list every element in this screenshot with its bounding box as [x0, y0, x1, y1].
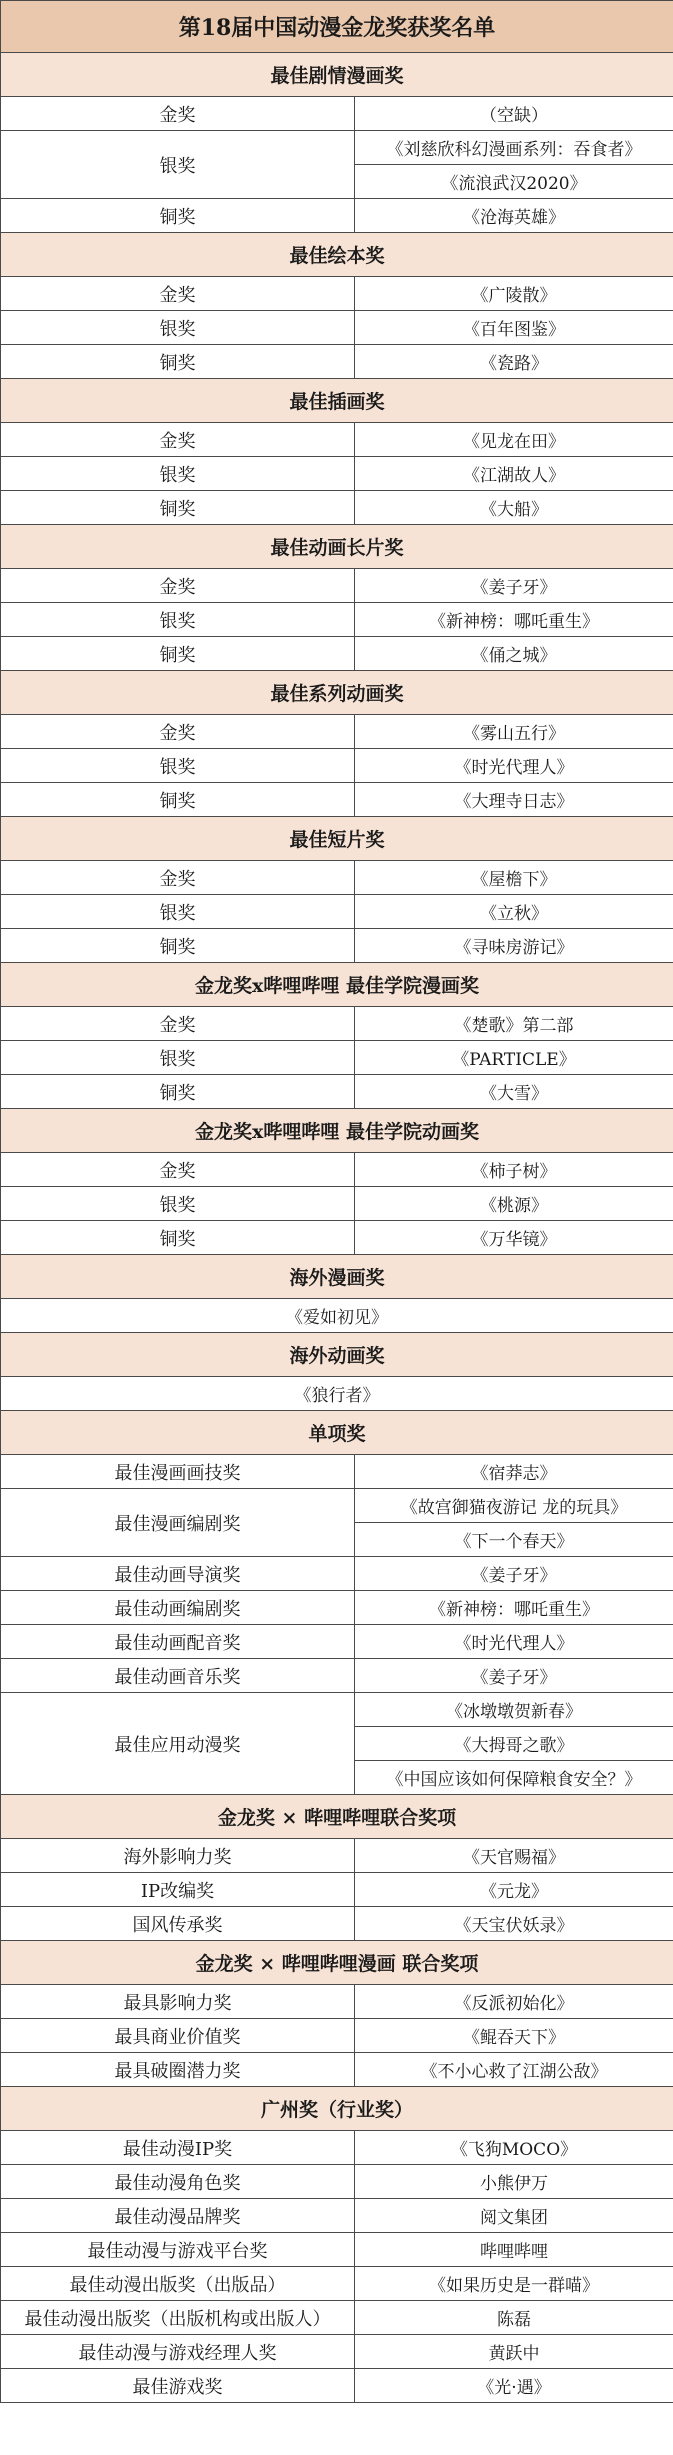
award-winner: 《反派初始化》 — [355, 1985, 673, 2019]
award-category-label: 银奖 — [1, 749, 355, 783]
award-winner: 《万华镜》 — [355, 1221, 673, 1255]
award-row — [1, 1377, 673, 1411]
section-heading: 金龙奖x哔哩哔哩 最佳学院动画奖 — [1, 1109, 673, 1153]
section-header-row — [1, 1333, 673, 1377]
award-row — [1, 1873, 673, 1907]
award-row — [1, 1187, 673, 1221]
award-winner: 《故宫御猫夜游记 龙的玩具》 — [355, 1489, 673, 1523]
section-heading: 金龙奖x哔哩哔哩 最佳学院漫画奖 — [1, 963, 673, 1007]
award-row — [1, 637, 673, 671]
award-winner: 《流浪武汉2020》 — [355, 165, 673, 199]
award-winner: 《新神榜：哪吒重生》 — [355, 603, 673, 637]
award-row — [1, 603, 673, 637]
award-row — [1, 929, 673, 963]
page-title: 第18届中国动漫金龙奖获奖名单 — [1, 1, 673, 53]
award-category-label: 最佳应用动漫奖 — [1, 1693, 355, 1795]
award-row — [1, 1985, 673, 2019]
award-category-label: 最佳动漫出版奖（出版机构或出版人） — [1, 2301, 355, 2335]
section-header-row — [1, 233, 673, 277]
award-winner: 《姜子牙》 — [355, 569, 673, 603]
award-category-label: 银奖 — [1, 311, 355, 345]
award-category-label: 金奖 — [1, 569, 355, 603]
section-heading: 海外漫画奖 — [1, 1255, 673, 1299]
award-category-label: 最具商业价值奖 — [1, 2019, 355, 2053]
award-winner: 《大雪》 — [355, 1075, 673, 1109]
award-category-label: 最佳动漫IP奖 — [1, 2131, 355, 2165]
award-category-label: 最佳动画编剧奖 — [1, 1591, 355, 1625]
award-category-label: 铜奖 — [1, 1075, 355, 1109]
award-winner: 《宿莽志》 — [355, 1455, 673, 1489]
section-heading: 最佳剧情漫画奖 — [1, 53, 673, 97]
award-category-label: 铜奖 — [1, 345, 355, 379]
award-row — [1, 861, 673, 895]
award-winner: 《大船》 — [355, 491, 673, 525]
section-header-row — [1, 2087, 673, 2131]
award-winner: 《大理寺日志》 — [355, 783, 673, 817]
award-row — [1, 131, 673, 165]
award-category-label: 最具破圈潜力奖 — [1, 2053, 355, 2087]
award-winner: 《雾山五行》 — [355, 715, 673, 749]
award-row — [1, 1659, 673, 1693]
award-category-label: 最佳动漫出版奖（出版品） — [1, 2267, 355, 2301]
section-header-row — [1, 1941, 673, 1985]
award-winner: 小熊伊万 — [355, 2165, 673, 2199]
title-row — [1, 1, 673, 53]
section-header-row — [1, 379, 673, 423]
award-row — [1, 2267, 673, 2301]
section-header-row — [1, 817, 673, 861]
award-row — [1, 1007, 673, 1041]
award-category-label: 金奖 — [1, 1007, 355, 1041]
award-row — [1, 1489, 673, 1523]
award-category-label: 国风传承奖 — [1, 1907, 355, 1941]
award-category-label: 最佳动漫与游戏经理人奖 — [1, 2335, 355, 2369]
award-row — [1, 783, 673, 817]
award-row — [1, 2369, 673, 2403]
award-winner: 阅文集团 — [355, 2199, 673, 2233]
award-row — [1, 2019, 673, 2053]
award-winner: 黄跃中 — [355, 2335, 673, 2369]
award-row — [1, 491, 673, 525]
award-winner: 《天官赐福》 — [355, 1839, 673, 1873]
award-row — [1, 569, 673, 603]
award-winner: 《爱如初见》 — [1, 1299, 673, 1333]
award-row — [1, 895, 673, 929]
award-category-label: 金奖 — [1, 97, 355, 131]
award-category-label: 海外影响力奖 — [1, 1839, 355, 1873]
award-row — [1, 1455, 673, 1489]
award-winner: 《PARTICLE》 — [355, 1041, 673, 1075]
award-winner: 《狼行者》 — [1, 1377, 673, 1411]
award-row — [1, 345, 673, 379]
award-category-label: IP改编奖 — [1, 1873, 355, 1907]
award-row — [1, 1591, 673, 1625]
award-category-label: 最佳动画配音奖 — [1, 1625, 355, 1659]
award-category-label: 最佳动漫角色奖 — [1, 2165, 355, 2199]
section-heading: 金龙奖 × 哔哩哔哩联合奖项 — [1, 1795, 673, 1839]
award-row — [1, 1153, 673, 1187]
award-winner: 《光·遇》 — [355, 2369, 673, 2403]
section-header-row — [1, 1411, 673, 1455]
award-winner: 《飞狗MOCO》 — [355, 2131, 673, 2165]
award-winner: 《元龙》 — [355, 1873, 673, 1907]
section-heading: 广州奖（行业奖） — [1, 2087, 673, 2131]
section-header-row — [1, 53, 673, 97]
award-row — [1, 311, 673, 345]
award-winner: 《大拇哥之歌》 — [355, 1727, 673, 1761]
award-winner: 《时光代理人》 — [355, 1625, 673, 1659]
award-category-label: 银奖 — [1, 131, 355, 199]
award-row — [1, 423, 673, 457]
award-winner: 《如果历史是一群喵》 — [355, 2267, 673, 2301]
award-winner: 《楚歌》第二部 — [355, 1007, 673, 1041]
award-winner: 《新神榜：哪吒重生》 — [355, 1591, 673, 1625]
award-winner: 《百年图鉴》 — [355, 311, 673, 345]
award-winner: 《江湖故人》 — [355, 457, 673, 491]
award-row — [1, 1839, 673, 1873]
award-category-label: 铜奖 — [1, 637, 355, 671]
section-heading: 最佳动画长片奖 — [1, 525, 673, 569]
award-winner: 《天宝伏妖录》 — [355, 1907, 673, 1941]
award-category-label: 铜奖 — [1, 1221, 355, 1255]
award-row — [1, 1625, 673, 1659]
award-row — [1, 2053, 673, 2087]
award-row — [1, 97, 673, 131]
award-category-label: 最佳动漫品牌奖 — [1, 2199, 355, 2233]
award-winner: 《姜子牙》 — [355, 1659, 673, 1693]
award-winner: 《鲲吞天下》 — [355, 2019, 673, 2053]
award-category-label: 最佳动画音乐奖 — [1, 1659, 355, 1693]
award-category-label: 铜奖 — [1, 199, 355, 233]
award-row — [1, 1221, 673, 1255]
award-winner: 《冰墩墩贺新春》 — [355, 1693, 673, 1727]
award-winner: 《俑之城》 — [355, 637, 673, 671]
award-category-label: 最具影响力奖 — [1, 1985, 355, 2019]
award-table-body — [1, 1, 673, 2403]
award-winner: 《时光代理人》 — [355, 749, 673, 783]
award-row — [1, 457, 673, 491]
section-heading: 最佳系列动画奖 — [1, 671, 673, 715]
award-winner: 《立秋》 — [355, 895, 673, 929]
section-header-row — [1, 1255, 673, 1299]
award-category-label: 银奖 — [1, 1041, 355, 1075]
award-row — [1, 2131, 673, 2165]
section-header-row — [1, 963, 673, 1007]
award-winner: 《不小心救了江湖公敌》 — [355, 2053, 673, 2087]
award-category-label: 最佳动漫与游戏平台奖 — [1, 2233, 355, 2267]
award-row — [1, 1075, 673, 1109]
section-heading: 最佳插画奖 — [1, 379, 673, 423]
award-category-label: 铜奖 — [1, 783, 355, 817]
award-category-label: 最佳漫画编剧奖 — [1, 1489, 355, 1557]
section-heading: 最佳绘本奖 — [1, 233, 673, 277]
award-category-label: 最佳漫画画技奖 — [1, 1455, 355, 1489]
award-row — [1, 1299, 673, 1333]
award-winner: 陈磊 — [355, 2301, 673, 2335]
award-row — [1, 2335, 673, 2369]
award-category-label: 银奖 — [1, 1187, 355, 1221]
award-category-label: 金奖 — [1, 1153, 355, 1187]
award-winner: 《广陵散》 — [355, 277, 673, 311]
award-winner: 《桃源》 — [355, 1187, 673, 1221]
award-category-label: 银奖 — [1, 895, 355, 929]
award-winner: 《屋檐下》 — [355, 861, 673, 895]
award-row — [1, 2301, 673, 2335]
award-winner: 《寻味房游记》 — [355, 929, 673, 963]
award-row — [1, 2233, 673, 2267]
award-row — [1, 1041, 673, 1075]
award-row — [1, 715, 673, 749]
award-row — [1, 2165, 673, 2199]
section-header-row — [1, 1109, 673, 1153]
award-category-label: 最佳动画导演奖 — [1, 1557, 355, 1591]
award-category-label: 金奖 — [1, 861, 355, 895]
award-winner: 《见龙在田》 — [355, 423, 673, 457]
award-row — [1, 2199, 673, 2233]
award-category-label: 最佳游戏奖 — [1, 2369, 355, 2403]
award-winner: 《刘慈欣科幻漫画系列：吞食者》 — [355, 131, 673, 165]
award-category-label: 铜奖 — [1, 929, 355, 963]
award-winner: 《瓷路》 — [355, 345, 673, 379]
award-category-label: 银奖 — [1, 603, 355, 637]
award-row — [1, 749, 673, 783]
award-winner: 《沧海英雄》 — [355, 199, 673, 233]
award-winner: 哔哩哔哩 — [355, 2233, 673, 2267]
award-category-label: 金奖 — [1, 423, 355, 457]
award-winner: 《下一个春天》 — [355, 1523, 673, 1557]
award-category-label: 铜奖 — [1, 491, 355, 525]
award-row — [1, 1907, 673, 1941]
award-winner: 《柿子树》 — [355, 1153, 673, 1187]
award-category-label: 银奖 — [1, 457, 355, 491]
section-header-row — [1, 1795, 673, 1839]
section-heading: 最佳短片奖 — [1, 817, 673, 861]
section-header-row — [1, 525, 673, 569]
award-category-label: 金奖 — [1, 715, 355, 749]
award-row — [1, 1557, 673, 1591]
section-header-row — [1, 671, 673, 715]
section-heading: 金龙奖 × 哔哩哔哩漫画 联合奖项 — [1, 1941, 673, 1985]
award-winner: 《姜子牙》 — [355, 1557, 673, 1591]
award-row — [1, 1693, 673, 1727]
award-winner: （空缺） — [355, 97, 673, 131]
section-heading: 单项奖 — [1, 1411, 673, 1455]
award-winner: 《中国应该如何保障粮食安全？》 — [355, 1761, 673, 1795]
award-row — [1, 199, 673, 233]
section-heading: 海外动画奖 — [1, 1333, 673, 1377]
award-category-label: 金奖 — [1, 277, 355, 311]
award-row — [1, 277, 673, 311]
